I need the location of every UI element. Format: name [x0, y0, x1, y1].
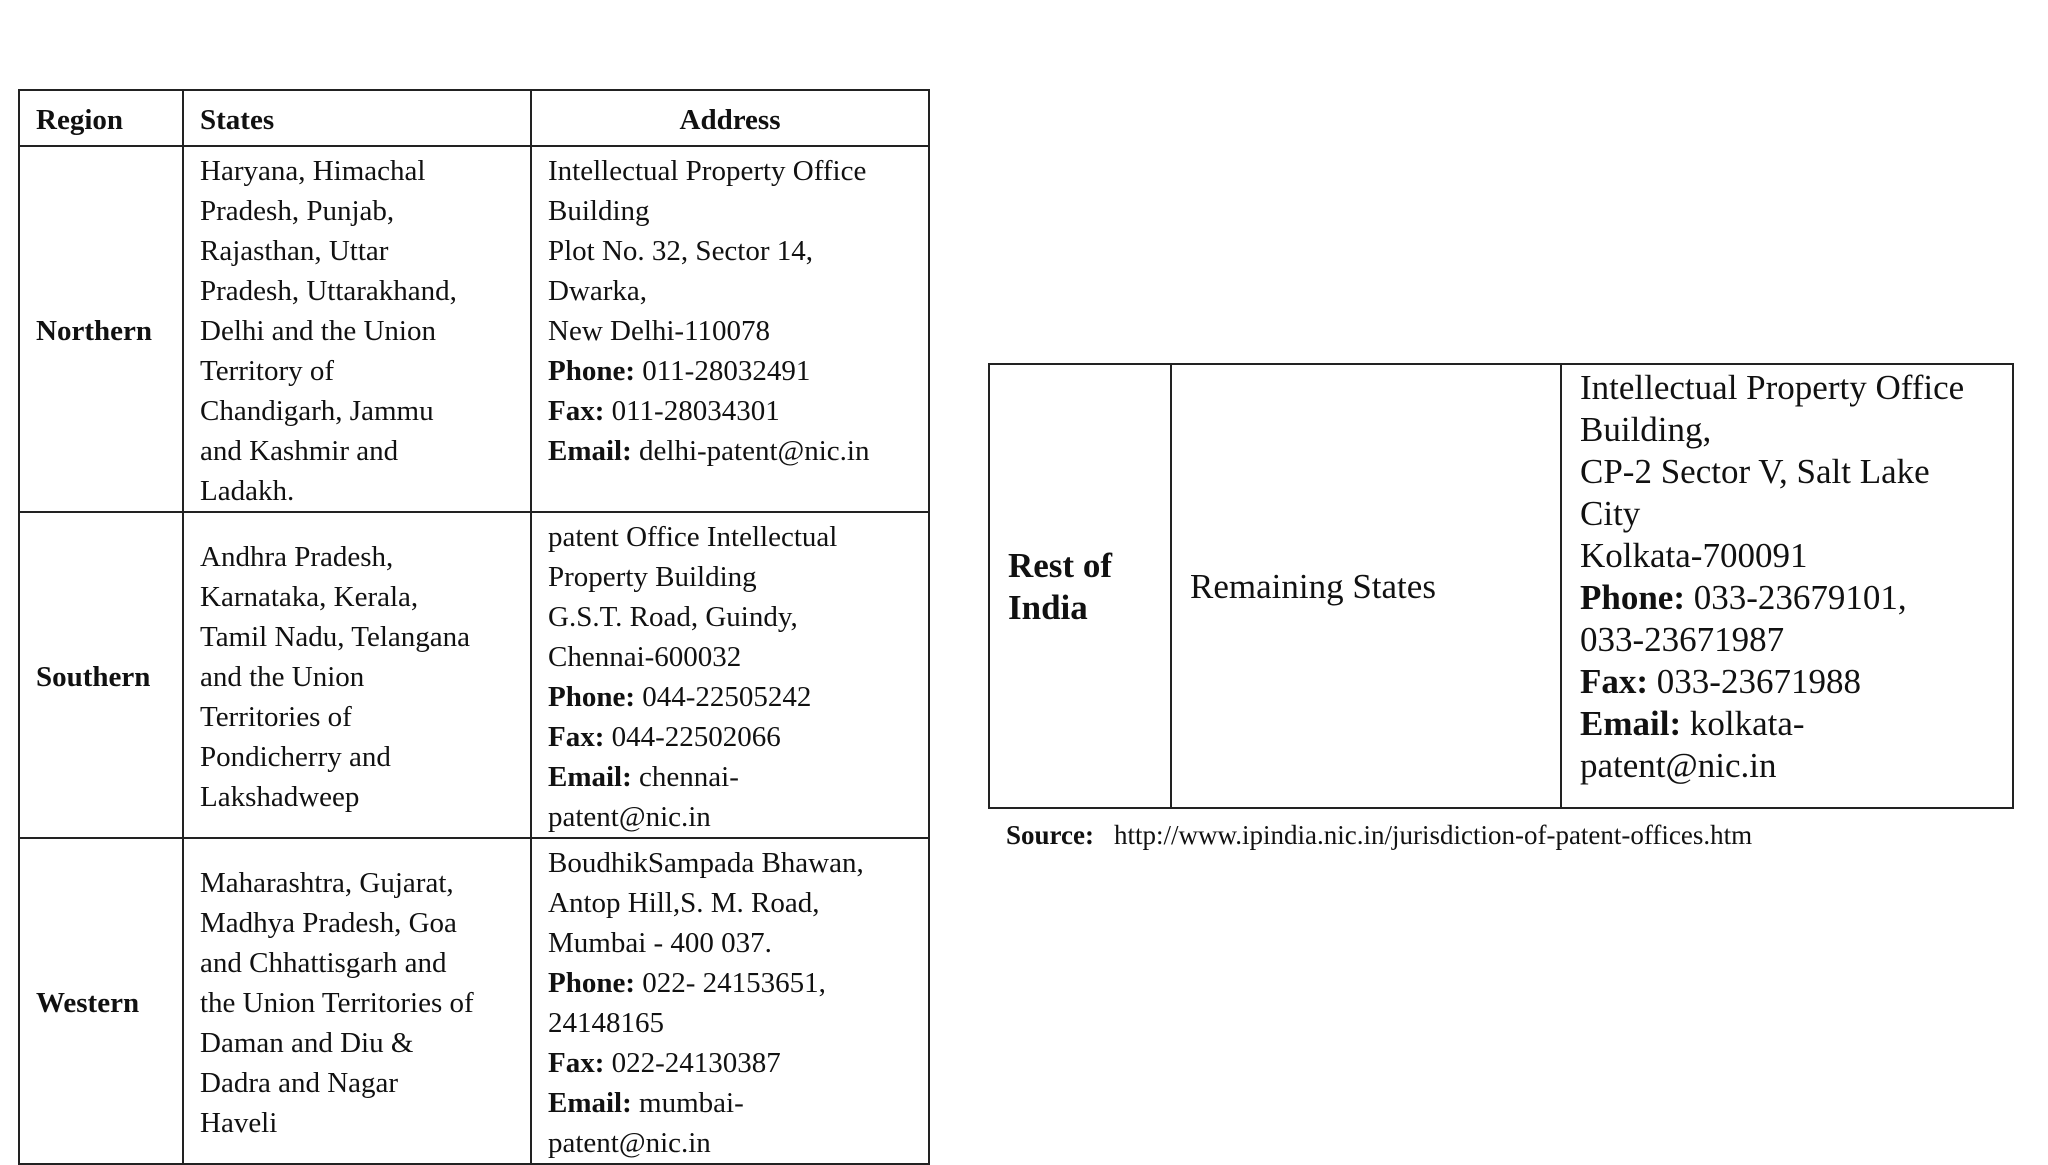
states-line: Haveli [200, 1107, 278, 1139]
address-line: Property Building [548, 561, 757, 593]
phone-value: 011-28032491 [642, 355, 811, 387]
email-value-cont: patent@nic.in [548, 1127, 711, 1159]
states-line: Haryana, Himachal [200, 155, 426, 187]
phone-label: Phone: [548, 967, 635, 999]
states-line: the Union Territories of [200, 987, 474, 1019]
states-line: Pondicherry and [200, 741, 391, 773]
states-line: and Chhattisgarh and [200, 947, 447, 979]
address-line: Antop Hill,S. M. Road, [548, 887, 820, 919]
states-line: and the Union [200, 661, 365, 693]
states-line: Andhra Pradesh, [200, 541, 394, 573]
header-address: Address [531, 90, 929, 146]
address-cell [531, 838, 929, 1164]
source-note [1006, 818, 1752, 852]
fax-value: 033-23671988 [1656, 662, 1861, 701]
fax-line [548, 391, 912, 431]
fax-line [548, 1043, 912, 1083]
email-label: Email: [1580, 704, 1682, 743]
table-row [19, 146, 929, 512]
states-line: Rajasthan, Uttar [200, 235, 389, 267]
states-line: Delhi and the Union [200, 315, 436, 347]
fax-value: 011-28034301 [611, 395, 780, 427]
phone-value: 022- 24153651, [642, 967, 826, 999]
states-line: Dadra and Nagar [200, 1067, 399, 1099]
phone-value-cont: 24148165 [548, 1007, 664, 1039]
address-line: G.S.T. Road, Guindy, [548, 601, 798, 633]
states-line: Tamil Nadu, Telangana [200, 621, 471, 653]
states-line: Pradesh, Uttarakhand, [200, 275, 457, 307]
region-cell: Southern [19, 512, 183, 838]
address-cell [531, 146, 929, 512]
address-line: BoudhikSampada Bhawan, [548, 847, 864, 879]
email-label: Email: [548, 1087, 632, 1119]
states-line: Territories of [200, 701, 352, 733]
header-region: Region [19, 90, 183, 146]
email-line [1580, 703, 1994, 745]
address-line: Plot No. 32, Sector 14, [548, 235, 814, 267]
address-line: Intellectual Property Office [1580, 368, 1965, 407]
region-cell [989, 364, 1171, 808]
states-line: Madhya Pradesh, Goa [200, 907, 457, 939]
jurisdiction-table [18, 89, 930, 1165]
email-value: kolkata- [1689, 704, 1805, 743]
states-cell [183, 146, 531, 512]
header-states: States [183, 90, 531, 146]
states-line: Chandigarh, Jammu [200, 395, 434, 427]
email-value: delhi-patent@nic.in [639, 435, 870, 467]
states-line: Pradesh, Punjab, [200, 195, 395, 227]
region-line: India [1008, 588, 1088, 627]
address-line: Building [548, 195, 650, 227]
email-value-cont: patent@nic.in [1580, 746, 1777, 785]
phone-label: Phone: [548, 681, 635, 713]
states-cell [183, 838, 531, 1164]
fax-line [548, 717, 912, 757]
phone-line [548, 351, 912, 391]
phone-line [1580, 577, 1994, 619]
fax-label: Fax: [548, 721, 605, 753]
phone-value: 033-23679101, [1693, 578, 1907, 617]
phone-line [548, 963, 912, 1003]
address-line: Kolkata-700091 [1580, 536, 1808, 575]
email-value: chennai- [639, 761, 739, 793]
table-row [989, 364, 2013, 808]
phone-label: Phone: [548, 355, 635, 387]
address-line: Building, [1580, 410, 1712, 449]
email-label: Email: [548, 435, 632, 467]
address-line: patent Office Intellectual [548, 521, 838, 553]
email-line [548, 757, 912, 797]
email-value: mumbai- [639, 1087, 744, 1119]
email-value-cont: patent@nic.in [548, 801, 711, 833]
states-line: Ladakh. [200, 475, 295, 507]
region-cell: Northern [19, 146, 183, 512]
address-line: Mumbai - 400 037. [548, 927, 772, 959]
fax-value: 044-22502066 [611, 721, 781, 753]
fax-value: 022-24130387 [611, 1047, 781, 1079]
phone-line [548, 677, 912, 717]
phone-label: Phone: [1580, 578, 1685, 617]
fax-label: Fax: [548, 395, 605, 427]
states-cell [183, 512, 531, 838]
states-line: Territory of [200, 355, 335, 387]
region-line: Rest of [1008, 546, 1112, 585]
address-cell [1561, 364, 2013, 808]
phone-value: 044-22505242 [642, 681, 812, 713]
email-label: Email: [548, 761, 632, 793]
fax-label: Fax: [1580, 662, 1649, 701]
phone-value-cont: 033-23671987 [1580, 620, 1785, 659]
table-row [19, 512, 929, 838]
source-label: Source: [1006, 820, 1094, 850]
states-line: Karnataka, Kerala, [200, 581, 419, 613]
states-cell: Remaining States [1171, 364, 1561, 808]
address-line: New Delhi-110078 [548, 315, 771, 347]
address-line: CP-2 Sector V, Salt Lake [1580, 452, 1930, 491]
region-cell: Western [19, 838, 183, 1164]
fax-label: Fax: [548, 1047, 605, 1079]
source-url[interactable]: http://www.ipindia.nic.in/jurisdiction-of-patent-offices.htm [1114, 820, 1753, 850]
states-line: Daman and Diu & [200, 1027, 414, 1059]
states-line: and Kashmir and [200, 435, 399, 467]
rest-of-india-table [988, 363, 2014, 809]
table-row [19, 838, 929, 1164]
table-header-row [19, 90, 929, 146]
states-line: Lakshadweep [200, 781, 360, 813]
address-cell [531, 512, 929, 838]
states-line: Maharashtra, Gujarat, [200, 867, 454, 899]
address-line: Intellectual Property Office [548, 155, 867, 187]
email-line [548, 1083, 912, 1123]
email-line [548, 431, 912, 471]
address-line: Dwarka, [548, 275, 648, 307]
address-line: City [1580, 494, 1641, 533]
address-line: Chennai-600032 [548, 641, 742, 673]
fax-line [1580, 661, 1994, 703]
